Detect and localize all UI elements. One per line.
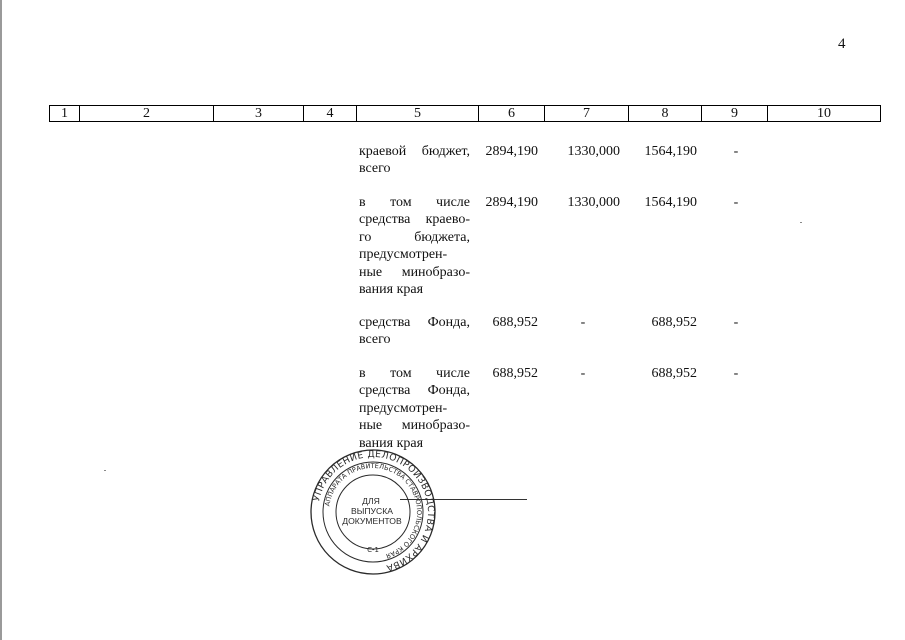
stamp-center-line: ДОКУМЕНТОВ <box>342 516 402 526</box>
column-number: 5 <box>357 106 479 122</box>
column-number: 6 <box>479 106 545 122</box>
cell-col9: - <box>733 195 739 210</box>
cell-col6: 2894,190 <box>485 195 538 210</box>
cell-col6: 688,952 <box>492 366 538 381</box>
row-label: в том числе средства Фонда, предусмотрен- ные минобразо- вания края <box>359 366 470 451</box>
cell-col8: 688,952 <box>651 366 697 381</box>
cell-col7: 1330,000 <box>567 144 620 159</box>
column-number: 1 <box>50 106 80 122</box>
round-stamp <box>309 448 437 576</box>
cell-col6: 688,952 <box>492 315 538 330</box>
column-number: 9 <box>702 106 768 122</box>
column-number: 2 <box>80 106 214 122</box>
cell-col7: - <box>580 366 586 381</box>
cell-col6: 2894,190 <box>485 144 538 159</box>
column-number: 7 <box>545 106 629 122</box>
cell-col9: - <box>733 366 739 381</box>
cell-col9: - <box>733 144 739 159</box>
cell-col9: - <box>733 315 739 330</box>
column-number: 10 <box>768 106 881 122</box>
column-number: 8 <box>629 106 702 122</box>
cell-col7: - <box>580 315 586 330</box>
row-label: средства Фонда, всего <box>359 315 470 348</box>
cell-col7: 1330,000 <box>567 195 620 210</box>
cell-col8: 688,952 <box>651 315 697 330</box>
cell-col8: 1564,190 <box>644 144 697 159</box>
column-number: 4 <box>304 106 357 122</box>
stamp-center-line: ДЛЯ <box>362 496 380 506</box>
stamp-inner-text: АППАРАТА ПРАВИТЕЛЬСТВА СТАВРОПОЛЬСКОГО КРАЯ <box>323 461 424 560</box>
stamp-code: С-1 <box>367 546 379 554</box>
column-number-header <box>49 105 881 122</box>
row-label: в том числе средства краево- го бюджета, предусмотрен- ные минобразо- вания края <box>359 195 470 298</box>
stamp-center-line: ВЫПУСКА <box>351 506 393 516</box>
cell-col8: 1564,190 <box>644 195 697 210</box>
column-number: 3 <box>214 106 304 122</box>
scan-speck <box>800 222 802 223</box>
page-number: 4 <box>838 36 846 52</box>
stamp-outer-text: УПРАВЛЕНИЕ ДЕЛОПРОИЗВОДСТВА И АРХИВА <box>311 448 437 574</box>
scan-speck <box>104 470 106 471</box>
row-label: краевой бюджет, всего <box>359 144 470 177</box>
scan-edge <box>0 0 2 640</box>
